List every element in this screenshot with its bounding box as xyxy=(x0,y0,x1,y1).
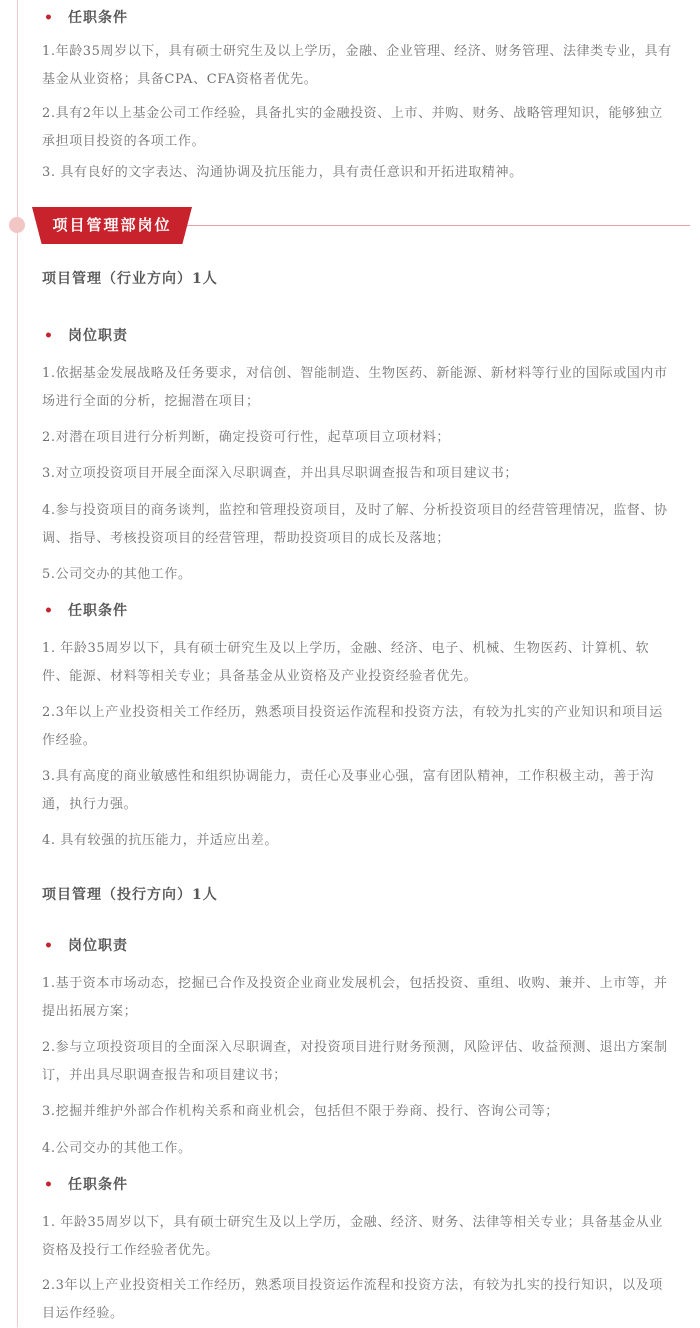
section-title: 项目管理部岗位 xyxy=(52,216,172,234)
req-item: 3. 具有良好的文字表达、沟通协调及抗压能力，具有责任意识和开拓进取精神。 xyxy=(42,165,523,180)
duty-item: 2.对潜在项目进行分析判断，确定投资可行性，起草项目立项材料； xyxy=(42,430,451,445)
req-item: 1.年龄35周岁以下，具有硕士研究生及以上学历，金融、企业管理、经济、财务管理、法律类专业，具有基金从业资格；具备CPA、CFA资格者优先。 xyxy=(42,44,672,87)
duty-item: 2.参与立项投资项目的全面深入尽职调查，对投资项目进行财务预测，风险评估、收益预测、退出方案制订，并出具尽职调查报告和项目建议书； xyxy=(42,1040,668,1083)
bullet-dot-icon: • xyxy=(44,603,54,619)
duty-item: 1.基于资本市场动态，挖掘已合作及投资企业商业发展机会，包括投资、重组、收购、兼并、上市等，并提出拓展方案； xyxy=(42,976,668,1019)
section-divider xyxy=(150,225,690,226)
req-item: 2.3年以上产业投资相关工作经历，熟悉项目投资运作流程和投资方法，有较为扎实的投行知识，以及项目运作经验。 xyxy=(42,1278,663,1321)
req-item: 2.具有2年以上基金公司工作经验，具备扎实的金融投资、上市、并购、财务、战略管理知识，能够独立承担项目投资的各项工作。 xyxy=(42,106,663,149)
duty-item: 4.参与投资项目的商务谈判，监控和管理投资项目，及时了解、分析投资项目的经营管理情况，监督、协调、指导、考核投资项目的经营管理，帮助投资项目的成长及落地； xyxy=(42,503,668,546)
bullet-dot-icon: • xyxy=(44,938,54,954)
bullet-dot-icon: • xyxy=(44,10,54,26)
duty-item: 3.对立项投资项目开展全面深入尽职调查，并出具尽职调查报告和项目建议书； xyxy=(42,466,519,481)
req-heading: • 任职条件 xyxy=(44,603,128,619)
req-item: 1. 年龄35周岁以下，具有硕士研究生及以上学历，金融、经济、电子、机械、生物医药、计算机、软件、能源、材料等相关专业；具备基金从业资格及产业投资经验者优先。 xyxy=(42,641,650,684)
section-header xyxy=(0,204,700,246)
job-title: 项目管理（投行方向）1人 xyxy=(42,887,218,903)
req-heading-top: • 任职条件 xyxy=(44,10,128,26)
req-item: 1. 年龄35周岁以下，具有硕士研究生及以上学历，金融、经济、财务、法律等相关专业；具备基金从业资格及投行工作经验者优先。 xyxy=(42,1215,663,1258)
bullet-dot-icon: • xyxy=(44,328,54,344)
timeline-circle-icon xyxy=(9,217,25,233)
duty-item: 1.依据基金发展战略及任务要求，对信创、智能制造、生物医药、新能源、新材料等行业的国际或国内市场进行全面的分析，挖掘潜在项目； xyxy=(42,366,668,409)
req-item: 4. 具有较强的抗压能力，并适应出差。 xyxy=(42,833,278,848)
req-item: 2.3年以上产业投资相关工作经历，熟悉项目投资运作流程和投资方法，有较为扎实的产业知识和项目运作经验。 xyxy=(42,705,663,748)
req-item: 3.具有高度的商业敏感性和组织协调能力，责任心及事业心强，富有团队精神，工作积极主动，善于沟通，执行力强。 xyxy=(42,769,655,812)
duty-item: 5.公司交办的其他工作。 xyxy=(42,567,192,582)
timeline-rule xyxy=(17,0,18,1327)
req-heading: • 任职条件 xyxy=(44,1177,128,1193)
bullet-dot-icon: • xyxy=(44,1177,54,1193)
duty-item: 4.公司交办的其他工作。 xyxy=(42,1141,192,1156)
job-title: 项目管理（行业方向）1人 xyxy=(42,271,218,287)
duty-item: 3.挖掘并维护外部合作机构关系和商业机会，包括但不限于券商、投行、咨询公司等； xyxy=(42,1104,559,1119)
duty-heading: • 岗位职责 xyxy=(44,938,128,954)
duty-heading: • 岗位职责 xyxy=(44,328,128,344)
